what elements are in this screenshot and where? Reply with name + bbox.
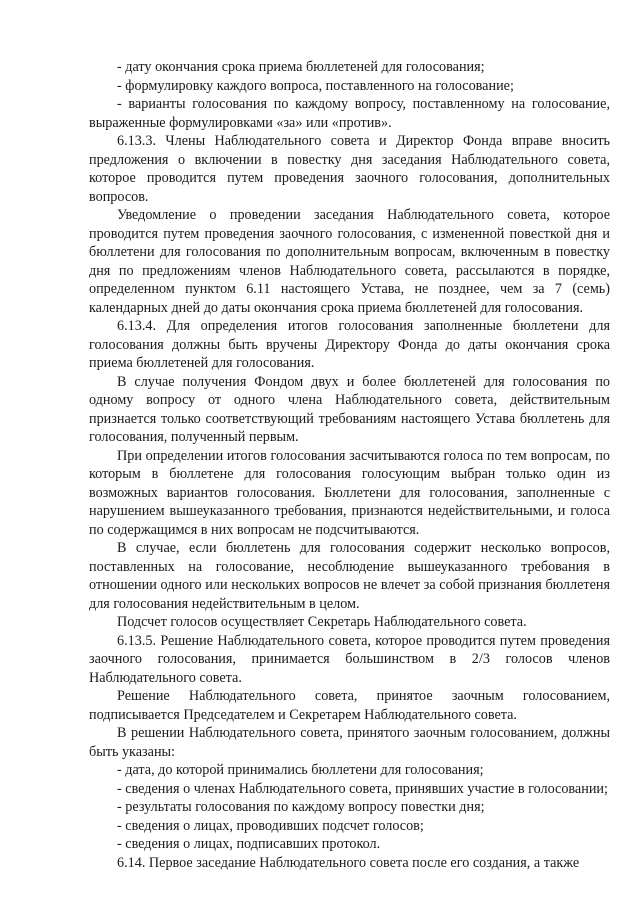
paragraph-6-14: 6.14. Первое заседание Наблюдательного совета после его создания, а также	[117, 854, 580, 871]
paragraph: Уведомление о проведении заседания Наблюдательного совета, которое проводится путем проведения заочного голосования, с измененной повесткой дня и бюллетени для голосования по дополнительным вопросам, включенным в повестку дня по предложениям членов Наблюдательного совета, рассылаются в порядке, определенном пунктом 6.11 настоящего Устава, не позднее, чем за 7 (семь) календарных дней до даты окончания срока приема бюллетеней для голосования.	[89, 207, 610, 316]
paragraph-dash: - дату окончания срока приема бюллетеней для голосования;	[117, 59, 485, 75]
paragraph: При определении итогов голосования засчитываются голоса по тем вопросам, по которым в бюллетене для голосования голосующим выбран только один из возможных вариантов голосования. Бюллетени для голосования, заполненные с нарушением вышеуказанного требования, признаются недействительными, и голоса по содержащимся в них вопросам не подсчитываются.	[89, 447, 610, 538]
paragraph-6-13-4: 6.13.4. Для определения итогов голосования заполненные бюллетени для голосования должны быть вручены Директору Фонда до даты окончания срока приема бюллетеней для голосования.	[89, 318, 610, 371]
paragraph: Решение Наблюдательного совета, принятое заочным голосованием, подписывается Председателем и Секретарем Наблюдательного совета.	[89, 688, 610, 723]
document-body	[89, 58, 610, 872]
paragraph-dash: - сведения о членах Наблюдательного совета, принявших участие в голосовании;	[117, 780, 608, 797]
paragraph-dash: - варианты голосования по каждому вопросу, поставленному на голосование, выраженные формулировками «за» или «против».	[89, 96, 610, 131]
paragraph-dash: - формулировку каждого вопроса, поставленного на голосование;	[117, 77, 514, 94]
paragraph-dash: - сведения о лицах, подписавших протокол.	[117, 836, 381, 852]
paragraph: В решении Наблюдательного совета, принятого заочным голосованием, должны быть указаны:	[89, 725, 610, 760]
paragraph-dash: - результаты голосования по каждому вопросу повестки дня;	[117, 799, 485, 815]
paragraph-dash: - сведения о лицах, проводивших подсчет голосов;	[117, 817, 424, 834]
paragraph: В случае, если бюллетень для голосования содержит несколько вопросов, поставленных на голосование, несоблюдение вышеуказанного требования в отношении одного или нескольких вопросов не влечет за собой признания бюллетеня для голосования недействительным в целом.	[89, 540, 610, 612]
paragraph-6-13-3: 6.13.3. Члены Наблюдательного совета и Директор Фонда вправе вносить предложения о включении в повестку дня заседания Наблюдательного совета, которое проводится путем проведения заочного голосования, дополнительных вопросов.	[89, 133, 610, 205]
paragraph-6-13-5: 6.13.5. Решение Наблюдательного совета, которое проводится путем проведения заочного голосования, принимается большинством в 2/3 голосов членов Наблюдательного совета.	[89, 632, 610, 686]
paragraph: В случае получения Фондом двух и более бюллетеней для голосования по одному вопросу от одного члена Наблюдательного совета, действительным признается только соответствующий требованиям настоящего Устава бюллетень для голосования, полученный первым.	[89, 373, 610, 445]
paragraph-dash: - дата, до которой принимались бюллетени для голосования;	[117, 762, 484, 778]
paragraph: Подсчет голосов осуществляет Секретарь Наблюдательного совета.	[117, 614, 527, 630]
